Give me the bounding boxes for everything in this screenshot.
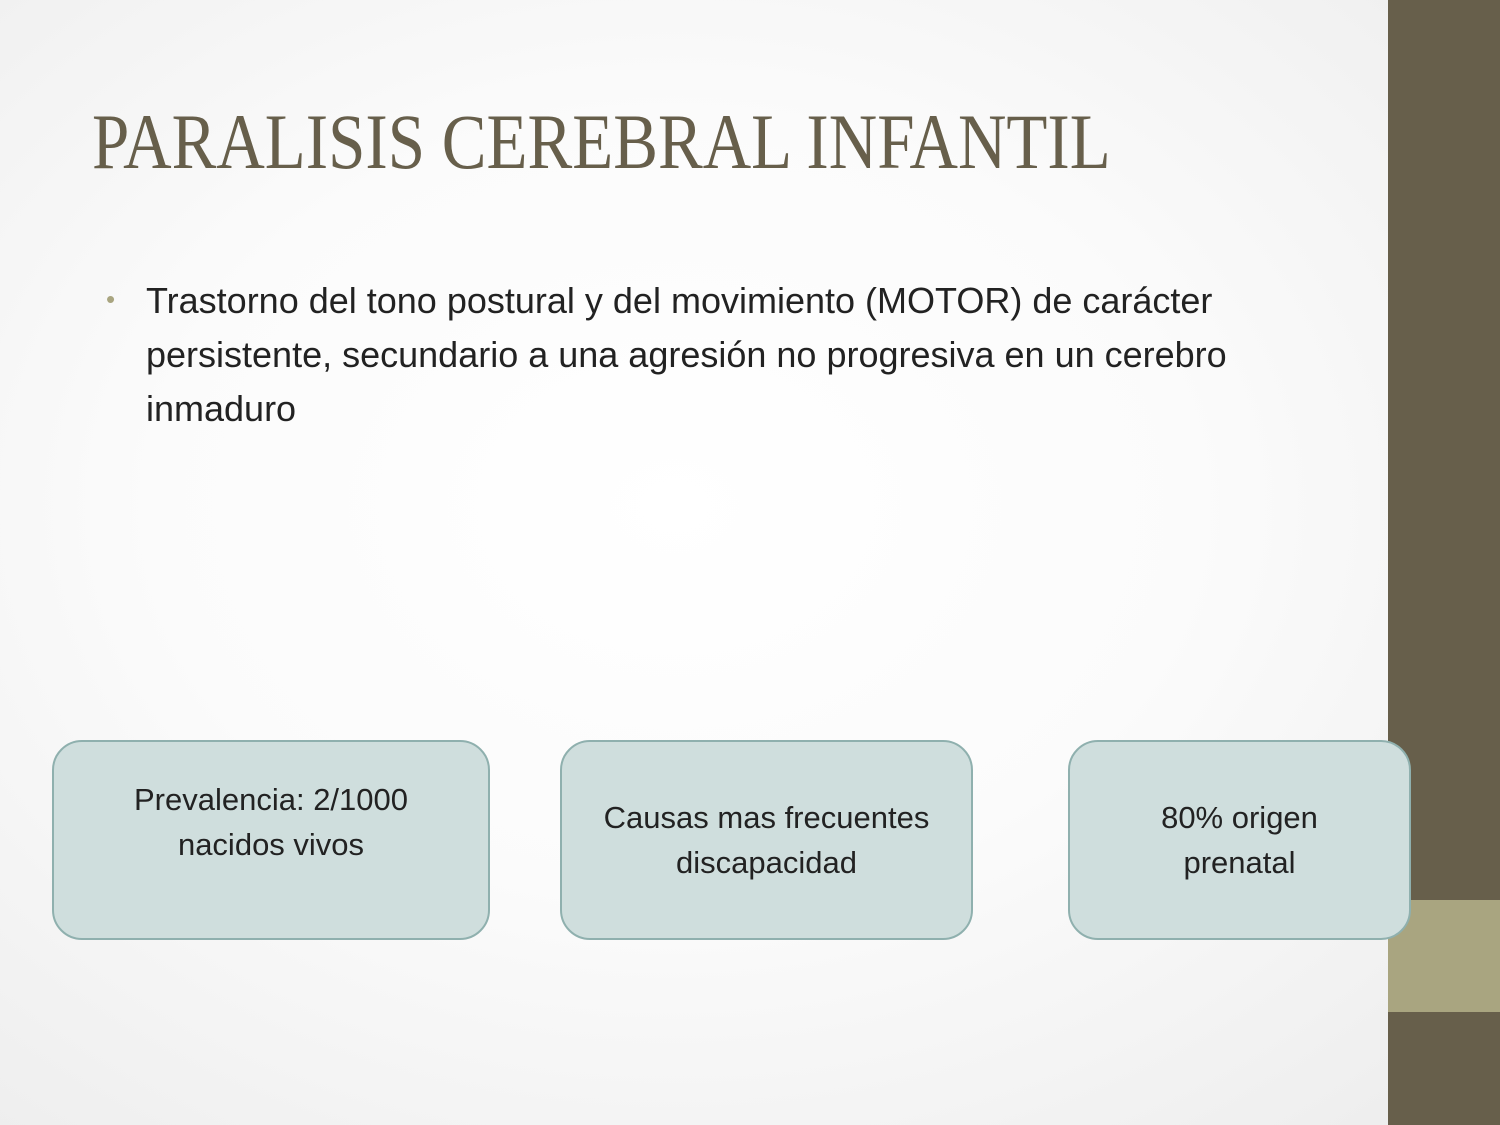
prevalence-line-2: nacidos vivos	[177, 827, 365, 862]
causes-line-1: Causas mas frecuentes	[603, 800, 930, 835]
origin-box-text	[1161, 795, 1318, 885]
prevalence-box	[52, 740, 490, 940]
prevalence-box-text	[134, 777, 408, 867]
slide-title: PARALISIS CEREBRAL INFANTIL	[92, 98, 1111, 185]
causes-line-2: discapacidad	[676, 845, 857, 880]
bullet-dot-icon: •	[106, 284, 116, 314]
prevalence-line-1: Prevalencia: 2/1000	[133, 782, 409, 817]
bullet-text: Trastorno del tono postural y del movimiento (MOTOR) de carácter persistente, secundario a una agresión no progresiva en un cerebro inmaduro	[146, 280, 1227, 429]
causes-box-text	[604, 795, 930, 885]
causes-box	[560, 740, 973, 940]
origin-line-1: 80% origen	[1161, 800, 1318, 835]
origin-line-2: prenatal	[1183, 845, 1296, 880]
origin-box	[1068, 740, 1411, 940]
